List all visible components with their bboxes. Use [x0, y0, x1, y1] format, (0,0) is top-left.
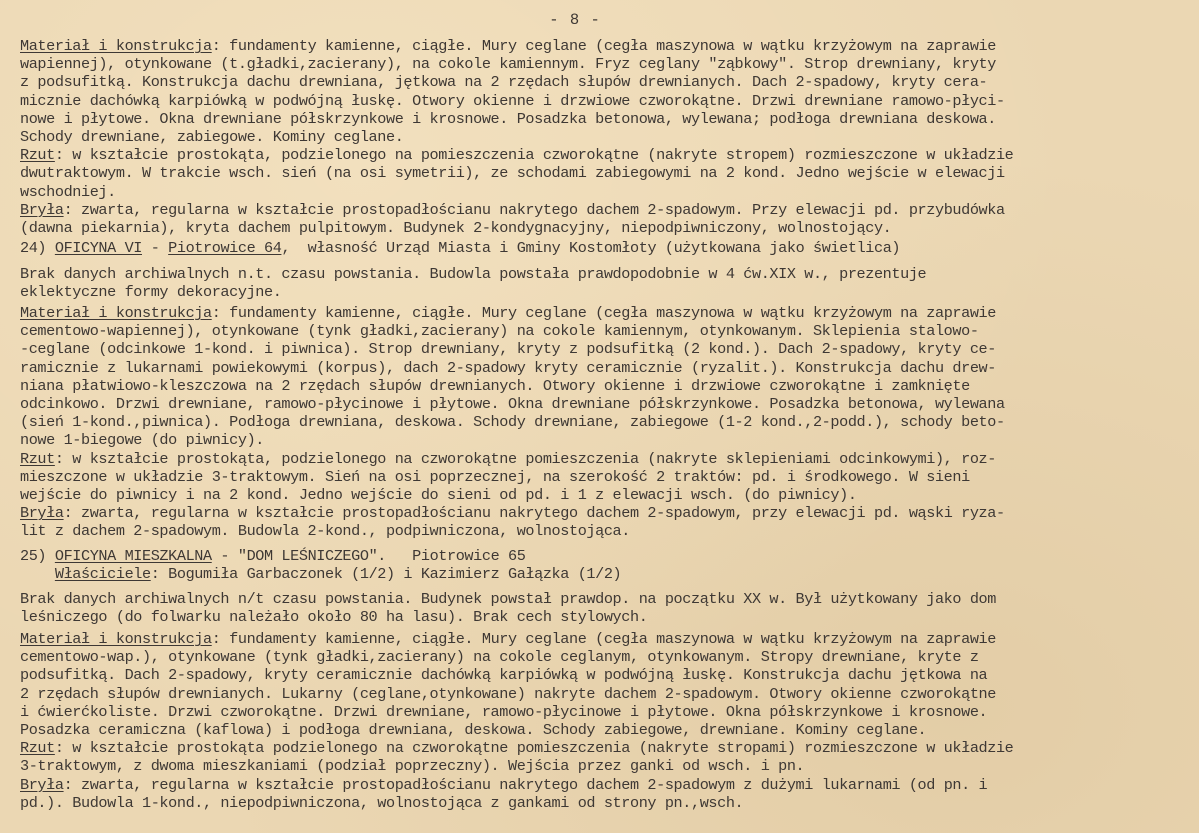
text-line: z podsufitką. Konstrukcja dachu drewniana, jętkowa na 2 rzędach słupów drewnianych. Dach 2-spadowy, kryty cera-: [20, 73, 988, 92]
text-line: : zwarta, regularna w kształcie prostopadłościanu nakrytego dachem 2-spadowym. Przy elewacji pd. przybudówka: [63, 200, 1005, 219]
text-line: : fundamenty kamienne, ciągłe. Mury ceglane (cegła maszynowa w wątku krzyżowym na zaprawie: [211, 304, 996, 322]
text-line: i ćwierćkoliste. Drzwi czworokątne. Drzwi drewniane, ramowo-płycinowe i płytowe. Okna półskrzynkowe i krosnowe.: [20, 702, 988, 721]
text-line: (dawna piekarnia), kryta dachem pulpitowym. Budynek 2-kondygnacyjny, niepodpiwniczony, wolnostojący.: [20, 219, 892, 238]
bryla-heading: Bryła: [20, 775, 64, 794]
text-line: lit z dachem 2-spadowym. Budowla 2-kond., podpiwniczona, wolnostojąca.: [20, 522, 630, 541]
text-line: ramicznie z lukarnami powiekowymi (korpus), dach 2-spadowy kryty ceramicznie (ryzalit.). Konstrukcja dachu drew-: [20, 358, 996, 377]
text-line: wschodniej.: [20, 182, 116, 201]
text-line: odcinkowo. Drzwi drewniane, ramowo-płycinowe i płytowe. Okna drewniane półskrzynkowe. Posadzka betonowa, wylewana: [20, 395, 1005, 414]
entry-name: OFICYNA MIESZKALNA: [54, 547, 212, 565]
entry-24-history: [20, 265, 1195, 301]
entry-title-rest: - "DOM LEŚNICZEGO". Piotrowice 65: [211, 547, 526, 565]
text-line: cementowo-wap.), otynkowane (tynk gładki,zacierany) na cokole ceglanym, otynkowanym. Stropy drewniane, kryte z: [20, 648, 979, 667]
material-heading: Materiał i konstrukcja: [20, 630, 212, 648]
text-line: (sień 1-kond.,piwnica). Podłoga drewniana, deskowa. Schody drewniane, zabiegowe (1-2 kond.,2-podd.), schody beto-: [20, 413, 1005, 432]
text-line: leśniczego (do folwarku należało około 80 ha lasu). Brak cech stylowych.: [20, 608, 648, 627]
text-line: wejście do piwnicy i na 2 kond. Jedno wejście do sieni od pd. i 1 z elewacji wsch. (do piwnicy).: [20, 486, 857, 505]
text-line: nowe i płytowe. Okna drewniane półskrzynkowe i krosnowe. Posadzka betonowa, wylewana; podłoga drewniana deskowa.: [20, 109, 996, 128]
text-line: Posadzka ceramiczna (kaflowa) i podłoga drewniana, deskowa. Schody zabiegowe, drewniane. Kominy ceglane.: [20, 721, 927, 740]
entry-number: 25): [20, 547, 55, 565]
entry-owners: : Bogumiła Garbaczonek (1/2) i Kazimierz Gałązka (1/2): [150, 565, 622, 584]
entry-24-heading: [20, 239, 1195, 257]
owners-heading: Właściciele: [54, 565, 151, 584]
entry-address: Piotrowice 64: [168, 239, 282, 257]
material-heading: Materiał i konstrukcja: [20, 304, 212, 322]
text-line: niana płatwiowo-kleszczowa na 2 rzędach słupów drewnianych. Otwory okienne i drzwiowe czworokątne i zamknięte: [20, 376, 970, 395]
entry-name: OFICYNA VI: [54, 239, 142, 257]
material-heading: Materiał i konstrukcja: [20, 37, 212, 55]
text-line: : zwarta, regularna w kształcie prostopadłościanu nakrytego dachem 2-spadowym, przy elewacji pd. wąski ryza-: [63, 504, 1005, 523]
previous-entry-description: [20, 37, 1195, 237]
entry-number: 24): [20, 239, 55, 257]
text-line: 2 rzędach słupów drewnianych. Lukarny (ceglane,otynkowane) nakryte dachem 2-spadowym. Otwory okienne czworokątne: [20, 684, 996, 703]
text-line: wapiennej), otynkowane (t.gładki,zacierany), na cokole kamiennym. Fryz ceglany "ząbkowy". Strop drewniany, kryty: [20, 55, 996, 74]
text-line: : w kształcie prostokąta, podzielonego na czworokątne pomieszczenia (nakryte sklepieniami odcinkowymi), roz-: [54, 449, 996, 468]
text-line: : fundamenty kamienne, ciągłe. Mury ceglane (cegła maszynowa w wątku krzyżowym na zaprawie: [211, 630, 996, 648]
text-line: pd.). Budowla 1-kond., niepodpiwniczona, wolnostojąca z gankami od strony pn.,wsch.: [20, 793, 744, 812]
text-line: : w kształcie prostokąta, podzielonego na pomieszczenia czworokątne (nakryte stropem) rozmieszczone w układzie: [54, 146, 1014, 165]
text-line: : w kształcie prostokąta podzielonego na czworokątne pomieszczenia (nakryte stropami) rozmieszczone w układzie: [54, 739, 1014, 758]
text-line: cementowo-wapiennej), otynkowane (tynk gładki,zacierany) na cokole kamiennym, otynkowanym. Sklepienia stalowo-: [20, 322, 979, 341]
page-number: - 8 -: [549, 11, 601, 29]
text-line: -ceglane (odcinkowe 1-kond. i piwnica). Strop drewniany, kryty z podsufitką (2 kond.). Dach 2-spadowy, kryty ce-: [20, 340, 996, 359]
text-line: nowe 1-biegowe (do piwnicy).: [20, 431, 264, 450]
rzut-heading: Rzut: [20, 146, 55, 165]
text-line: micznie dachówką karpiówką w podwójną łuskę. Otwory okienne i drzwiowe czworokątne. Drzwi drewniane ramowo-płyci-: [20, 91, 1005, 110]
text-line: : zwarta, regularna w kształcie prostopadłościanu nakrytego dachem 2-spadowym z dużymi lukarnami (od pn. i: [63, 775, 988, 794]
bryla-heading: Bryła: [20, 504, 64, 523]
text-line: podsufitką. Dach 2-spadowy, kryty ceramicznie dachówką karpiówką w podwójną łuskę. Konstrukcja dachu jętkowa na: [20, 666, 988, 685]
entry-owner: , własność Urząd Miasta i Gminy Kostomłoty (użytkowana jako świetlica): [281, 239, 901, 257]
text-line: mieszczone w układzie 3-traktowym. Sień na osi poprzecznej, na szerokość 2 traktów: pd. i środkowego. W sieni: [20, 467, 970, 486]
separator: -: [142, 239, 169, 257]
rzut-heading: Rzut: [20, 449, 55, 468]
text-line: Brak danych archiwalnych n/t czasu powstania. Budynek powstał prawdop. na początku XX w. Był użytkowany jako dom: [20, 590, 996, 608]
text-line: eklektyczne formy dekoracyjne.: [20, 283, 282, 302]
text-line: Schody drewniane, zabiegowe. Kominy ceglane.: [20, 128, 404, 147]
text-line: 3-traktowym, z dwoma mieszkaniami (podział poprzeczny). Wejścia przez ganki od wsch. i pn.: [20, 757, 805, 776]
entry-24-description: [20, 304, 1195, 541]
text-line: Brak danych archiwalnych n.t. czasu powstania. Budowla powstała prawdopodobnie w 4 ćw.XIX w., prezentuje: [20, 265, 927, 283]
text-line: : fundamenty kamienne, ciągłe. Mury ceglane (cegła maszynowa w wątku krzyżowym na zaprawie: [211, 37, 996, 55]
entry-25-heading: [20, 547, 1195, 583]
bryla-heading: Bryła: [20, 200, 64, 219]
entry-25-history: [20, 590, 1195, 626]
rzut-heading: Rzut: [20, 739, 55, 758]
text-line: dwutraktowym. W trakcie wsch. sień (na osi symetrii), ze schodami zabiegowymi na 2 kond. Jedno wejście w elewacji: [20, 164, 1005, 183]
entry-25-description: [20, 630, 1195, 812]
